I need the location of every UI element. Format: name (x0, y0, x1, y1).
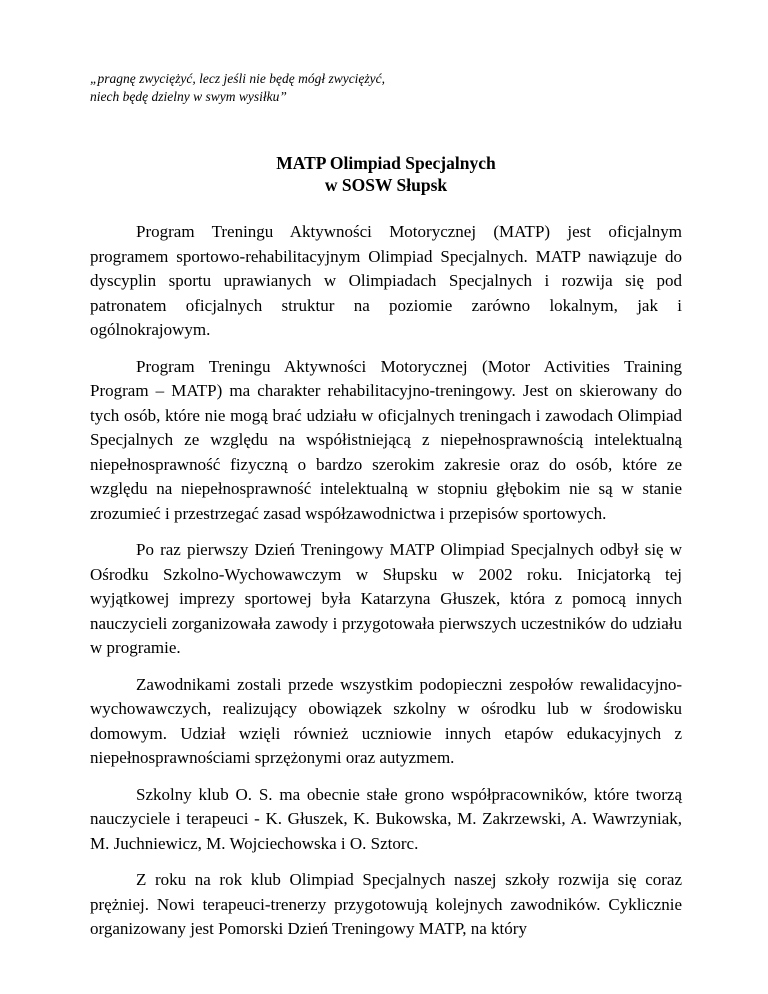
paragraph-team: Szkolny klub O. S. ma obecnie stałe grono współpracowników, które tworzą nauczyciele i terapeuci - K. Głuszek, K. Bukowska, M. Zakrzewski, A. Wawrzyniak, M. Juchniewicz, M. Wojciechowska i O. Sztorc. (90, 784, 682, 853)
paragraph-participants: Zawodnikami zostali przede wszystkim podopieczni zespołów rewalidacyjno-wychowawczych, realizujący obowiązek szkolny w ośrodku lub w środowisku domowym. Udział wzięli również uczniowie innych etapów edukacyjnych z niepełnosprawnościami sprzężonymi oraz autyzmem. (90, 674, 682, 767)
document-body (90, 220, 682, 942)
title-line-1: MATP Olimpiad Specjalnych (276, 153, 496, 173)
paragraph-program-description: Program Treningu Aktywności Motorycznej (Motor Activities Training Program – MATP) ma charakter rehabilitacyjno-treningowy. Jest on skierowany do tych osób, które nie mogą brać udziału w oficjalnych treningach i zawodach Olimpiad Specjalnych ze względu na współistniejącą z niepełnosprawnością intelektualną niepełnosprawność fizyczną o bardzo szerokim zakresie oraz do osób, które ze względu na niepełnosprawność intelektualną w stopniu głębokim nie są w stanie zrozumieć i przestrzegać zasad współzawodnictwa i przepisów sportowych. (90, 356, 682, 523)
paragraph-development: Z roku na rok klub Olimpiad Specjalnych naszej szkoły rozwija się coraz prężniej. Nowi terapeuci-trenerzy przygotowują kolejnych zawodników. Cyklicznie organizowany jest Pomorski Dzień Treningowy MATP, na który (90, 870, 682, 938)
paragraph-history: Po raz pierwszy Dzień Treningowy MATP Olimpiad Specjalnych odbył się w Ośrodku Szkolno-Wychowawczym w Słupsku w 2002 roku. Inicjatorką tej wyjątkowej imprezy sportowej była Katarzyna Głuszek, która z pomocą innych nauczycieli zorganizowała zawody i przygotowała pierwszych uczestników do udziału w programie. (90, 540, 682, 657)
title-line-2: w SOSW Słupsk (324, 175, 448, 195)
paragraph-intro: Program Treningu Aktywności Motorycznej (MATP) jest oficjalnym programem sportowo-rehabilitacyjnym Olimpiad Specjalnych. MATP nawiązuje do dyscyplin sportu uprawianych w Olimpiadach Specjalnych i rozwija się pod patronatem oficjalnych struktur na poziomie zarówno lokalnym, jak i ogólnokrajowym. (90, 222, 682, 339)
motto-line-1: „pragnę zwyciężyć, lecz jeśli nie będę mógł zwyciężyć, (90, 71, 386, 86)
motto-line-2: niech będę dzielny w swym wysiłku” (90, 89, 287, 104)
document-title (90, 152, 682, 196)
motto-quote (90, 70, 682, 106)
